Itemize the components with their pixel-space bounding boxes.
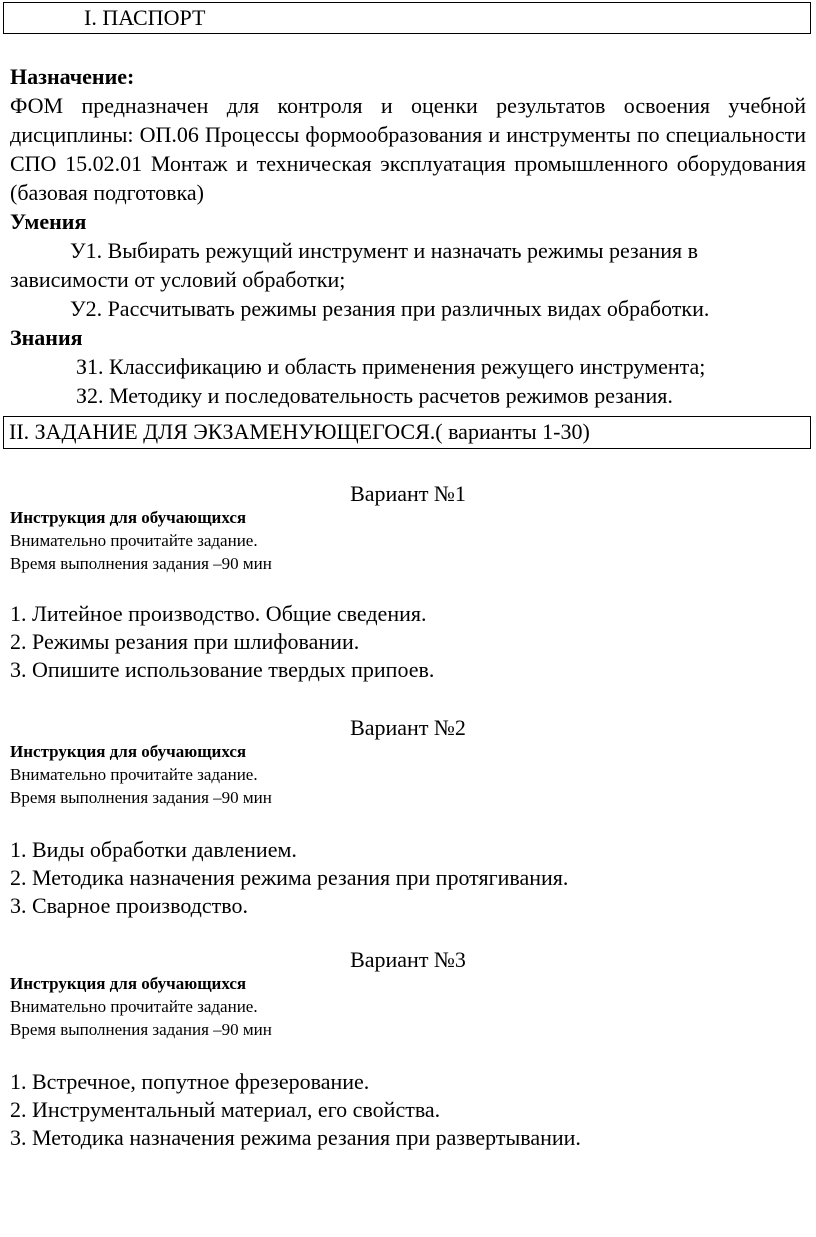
instruction-line: Внимательно прочитайте задание. [10,531,258,550]
instruction-line: Внимательно прочитайте задание. [10,997,258,1016]
instruction-title: Инструкция для обучающихся [10,974,247,993]
task-item: 3. Опишите использование твердых припоев. [10,657,435,682]
instruction-line: Внимательно прочитайте задание. [10,765,258,784]
task-item: 3. Сварное производство. [10,893,248,918]
knowledge-item [10,381,806,410]
variant-1-instruction [10,506,806,575]
purpose-block [10,62,806,410]
task-item: 1. Виды обработки давлением. [10,837,297,862]
skill-item [10,236,806,294]
task-item: 3. Методика назначения режима резания при развертывании. [10,1125,581,1150]
instruction-title: Инструкция для обучающихся [10,742,247,761]
purpose-label: Назначение: [10,64,135,89]
skill-item [10,294,806,323]
instruction-line: Время выполнения задания –90 мин [10,1020,272,1039]
variant-2-tasks [10,836,806,920]
skills-label: Умения [10,209,87,234]
knowledge-label: Знания [10,325,83,350]
variant-3-instruction [10,972,806,1041]
skill-1-text: У1. Выбирать режущий инструмент и назначать режимы резания в зависимости от условий обработки; [10,238,699,292]
variant-3-title: Вариант №3 [350,947,466,972]
knowledge-2-text: З2. Методику и последовательность расчетов режимов резания. [76,383,673,408]
task-item: 2. Режимы резания при шлифовании. [10,629,360,654]
task-item: 1. Литейное производство. Общие сведения. [10,601,427,626]
variant-2-instruction [10,740,806,809]
task-section-heading: II. ЗАДАНИЕ ДЛЯ ЭКЗАМЕНУЮЩЕГОСЯ.( варианты 1-30) [3,416,811,449]
instruction-line: Время выполнения задания –90 мин [10,788,272,807]
skill-2-text: У2. Рассчитывать режимы резания при различных видах обработки. [70,296,710,321]
purpose-text: ФОМ предназначен для контроля и оценки результатов освоения учебной дисциплины: ОП.06 Процессы формообразования и инструменты по специальности СПО 15.02.01 Монтаж и техническая эксплуатация промышленного оборудования (базовая подготовка) [10,93,806,205]
knowledge-1-text: З1. Классификацию и область применения режущего инструмента; [76,354,706,379]
task-item: 1. Встречное, попутное фрезерование. [10,1069,370,1094]
knowledge-item [10,352,806,381]
instruction-title: Инструкция для обучающихся [10,508,247,527]
variant-1-tasks [10,600,806,684]
variant-2-title: Вариант №2 [350,715,466,740]
variant-1-title: Вариант №1 [350,481,466,506]
instruction-line: Время выполнения задания –90 мин [10,554,272,573]
variant-3-tasks [10,1068,806,1152]
passport-heading: I. ПАСПОРТ [3,2,811,34]
task-item: 2. Инструментальный материал, его свойства. [10,1097,441,1122]
task-item: 2. Методика назначения режима резания при протягивания. [10,865,569,890]
